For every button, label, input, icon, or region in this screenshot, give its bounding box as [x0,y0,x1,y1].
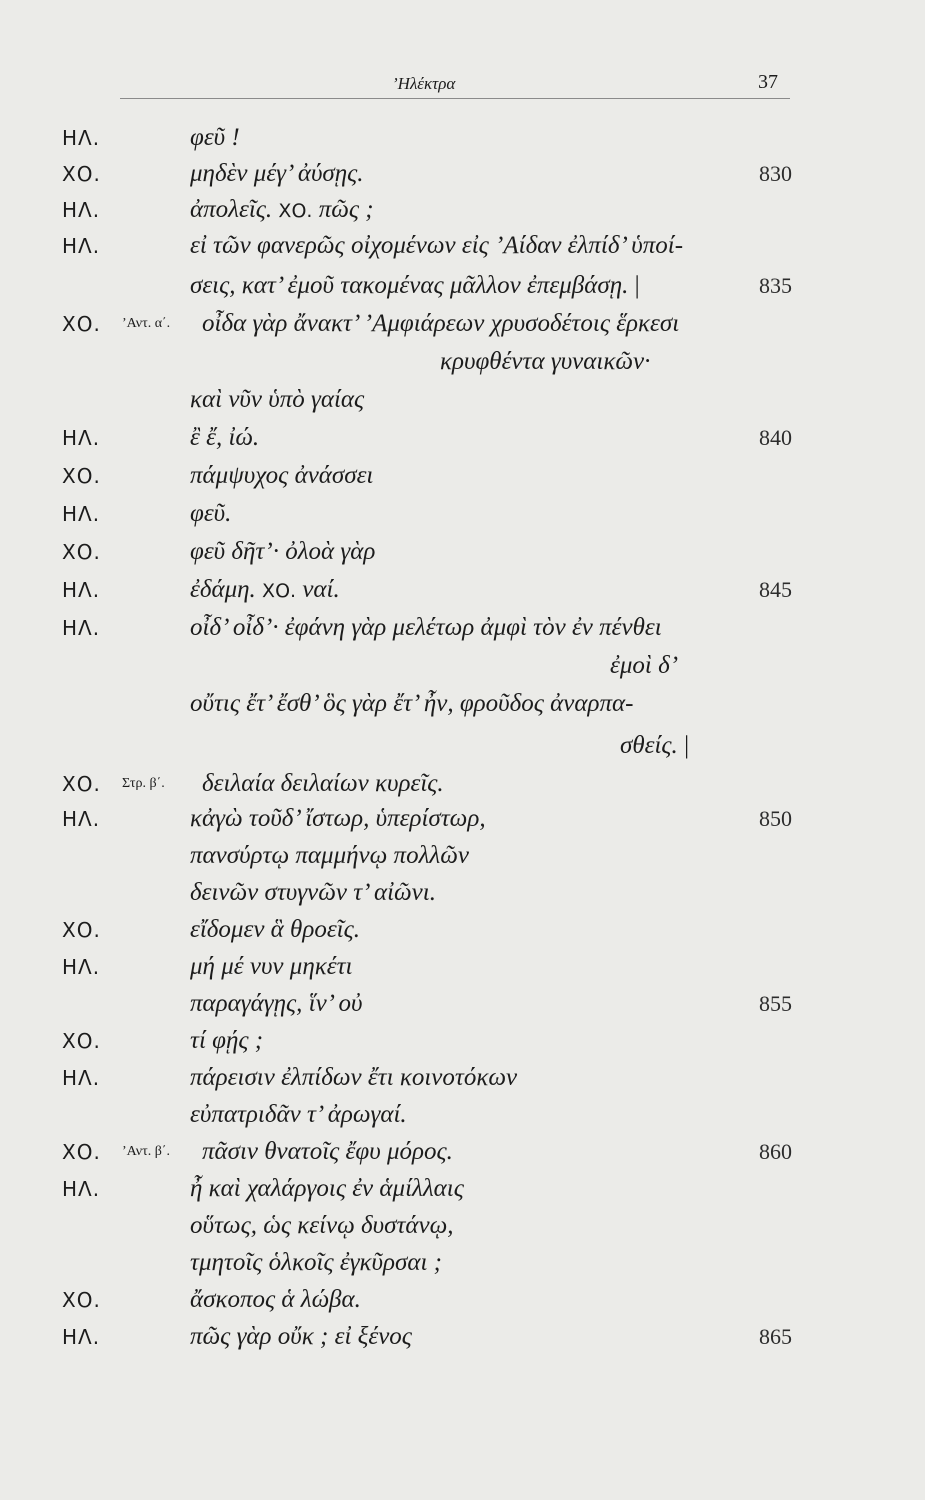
inline-speaker-label: ΧΟ. [262,580,297,602]
verse-line [0,728,925,764]
speaker-label: ΧΟ. [62,1140,101,1164]
verse-text: φεῦ ! [190,124,240,151]
verse-line [0,192,925,228]
verse-line [0,228,925,264]
strophe-marker: ’Αντ. α΄. [122,316,171,331]
verse-text: οὕτως, ὡς κείνῳ δυστάνῳ, [190,1212,454,1239]
verse-line [0,1245,925,1281]
verse-line [0,1319,925,1355]
verse-text: ἦ καὶ χαλάργοις ἐν ἁμίλλαις [190,1175,464,1202]
verse-line [0,306,925,342]
line-number: 835 [759,273,792,298]
verse-line [0,572,925,608]
verse-text: τί φῄς ; [190,1027,264,1054]
verse-line [0,610,925,646]
verse-text: καὶ νῦν ὑπὸ γαίας [190,386,365,413]
verse-segment: ἀπολεῖς. [190,196,273,223]
speaker-label: ΧΟ. [62,918,101,942]
verse-line [0,1282,925,1318]
line-number: 855 [759,991,792,1016]
speaker-label: ΗΛ. [62,1325,101,1349]
verse-text: πάρεισιν ἐλπίδων ἔτι κοινοτόκων [190,1064,518,1091]
verse-line [0,382,925,418]
verse-line [0,1097,925,1133]
verse-text: παραγάγῃς, ἵν’ οὐ [190,990,363,1017]
verse-line [0,344,925,380]
speaker-label: ΗΛ. [62,616,101,640]
verse-line [0,458,925,494]
verse-segment: ἐδάμη. [190,576,256,603]
page-number: 37 [758,71,778,93]
speaker-label: ΧΟ. [62,540,101,564]
verse-text: δεινῶν στυγνῶν τ’ αἰῶνι. [190,879,436,906]
verse-text: εἰ τῶν φανερῶς οἰχομένων εἰς ’Αίδαν ἐλπίδ’ ὑποί- [190,232,684,259]
speaker-label: ΗΛ. [62,955,101,979]
verse-text: ἐμοὶ δ’ [610,652,679,679]
line-number: 860 [759,1139,792,1164]
verse-line [0,648,925,684]
verse-line [0,156,925,192]
speaker-label: ΧΟ. [62,772,101,796]
speaker-label: ΗΛ. [62,807,101,831]
verse-text: ἒ ἔ, ἰώ. [190,424,260,451]
verse-line [0,912,925,948]
speaker-label: ΗΛ. [62,502,101,526]
line-number: 845 [759,577,792,602]
verse-line [0,1171,925,1207]
verse-segment: πῶς ; [318,196,374,223]
speaker-label: ΧΟ. [62,464,101,488]
verse-text: εἴδομεν ἃ θροεῖς. [190,916,361,943]
verse-text: φεῦ δῆτ’· ὀλοὰ γὰρ [190,538,376,565]
verse-text: ἄσκοπος ἁ λώβα. [190,1286,361,1313]
verse-line [0,986,925,1022]
speaker-label: ΗΛ. [62,1066,101,1090]
verse-text: πάμψυχος ἀνάσσει [190,462,374,489]
line-number: 850 [759,806,792,831]
line-number: 865 [759,1324,792,1349]
speaker-label: ΧΟ. [62,312,101,336]
verse-text [620,728,689,764]
verse-segment: σθείς. [620,732,678,759]
verse-text: κρυφθέντα γυναικῶν· [440,348,651,375]
verse-line [0,875,925,911]
verse-line [0,801,925,837]
speaker-label: ΧΟ. [62,1288,101,1312]
verse-line [0,838,925,874]
strophe-marker: Στρ. β΄. [122,776,165,791]
verse-line [0,496,925,532]
verse-text [190,268,640,304]
verse-segment: σεις, κατ’ ἐμοῦ τακομένας μᾶλλον ἐπεμβάσῃ. [190,272,629,299]
verse-line [0,949,925,985]
verse-line [0,120,925,156]
speaker-label: ΗΛ. [62,1177,101,1201]
line-number: 840 [759,425,792,450]
verse-text: δειλαία δειλαίων κυρεῖς. [202,770,444,797]
verse-line [0,1023,925,1059]
verse-text: οὔτις ἔτ’ ἔσθ’ ὃς γὰρ ἔτ’ ἦν, φροῦδος ἀναρπα- [190,690,634,717]
verse-text [190,192,374,229]
verse-line [0,534,925,570]
speaker-label: ΗΛ. [62,578,101,602]
speaker-label: ΗΛ. [62,198,101,222]
verse-line [0,268,925,304]
strophe-marker: ’Αντ. β΄. [122,1144,170,1159]
verse-text: τμητοῖς ὁλκοῖς ἐγκῦρσαι ; [190,1249,443,1276]
speaker-label: ΗΛ. [62,126,101,150]
verse-line [0,1060,925,1096]
verse-divider: | [684,732,690,759]
line-number: 830 [759,161,792,186]
verse-line [0,1208,925,1244]
speaker-label: ΗΛ. [62,426,101,450]
verse-text: πανσύρτῳ παμμήνῳ πολλῶν [190,842,469,869]
verse-line [0,420,925,456]
verse-text: φεῦ. [190,500,232,527]
verse-line [0,1134,925,1170]
verse-text: κἀγὼ τοῦδ’ ἴστωρ, ὑπερίστωρ, [190,805,486,832]
verse-text [190,572,340,609]
verse-text: οἶδ’ οἶδ’· ἐφάνη γὰρ μελέτωρ ἀμφὶ τὸν ἐν πένθει [190,614,662,641]
inline-speaker-label: ΧΟ. [278,200,313,222]
verse-text: πᾶσιν θνατοῖς ἔφυ μόρος. [202,1138,453,1165]
verse-line [0,686,925,722]
speaker-label: ΧΟ. [62,162,101,186]
verse-text: εὐπατριδᾶν τ’ ἀρωγαί. [190,1101,407,1128]
verse-text: πῶς γὰρ οὔκ ; εἰ ξένος [190,1323,412,1350]
speaker-label: ΗΛ. [62,234,101,258]
verse-segment: ναί. [302,576,340,603]
verse-text: μή μέ νυν μηκέτι [190,953,353,980]
header-rule [120,98,790,99]
verse-divider: | [634,272,640,299]
speaker-label: ΧΟ. [62,1029,101,1053]
verse-line [0,766,925,802]
running-head-title: ’Ηλέκτρα [392,74,456,93]
verse-text: μηδὲν μέγ’ ἀύσῃς. [190,160,364,187]
verse-text: οἶδα γὰρ ἄνακτ’ ’Αμφιάρεων χρυσοδέτοις ἕρκεσι [202,310,680,337]
